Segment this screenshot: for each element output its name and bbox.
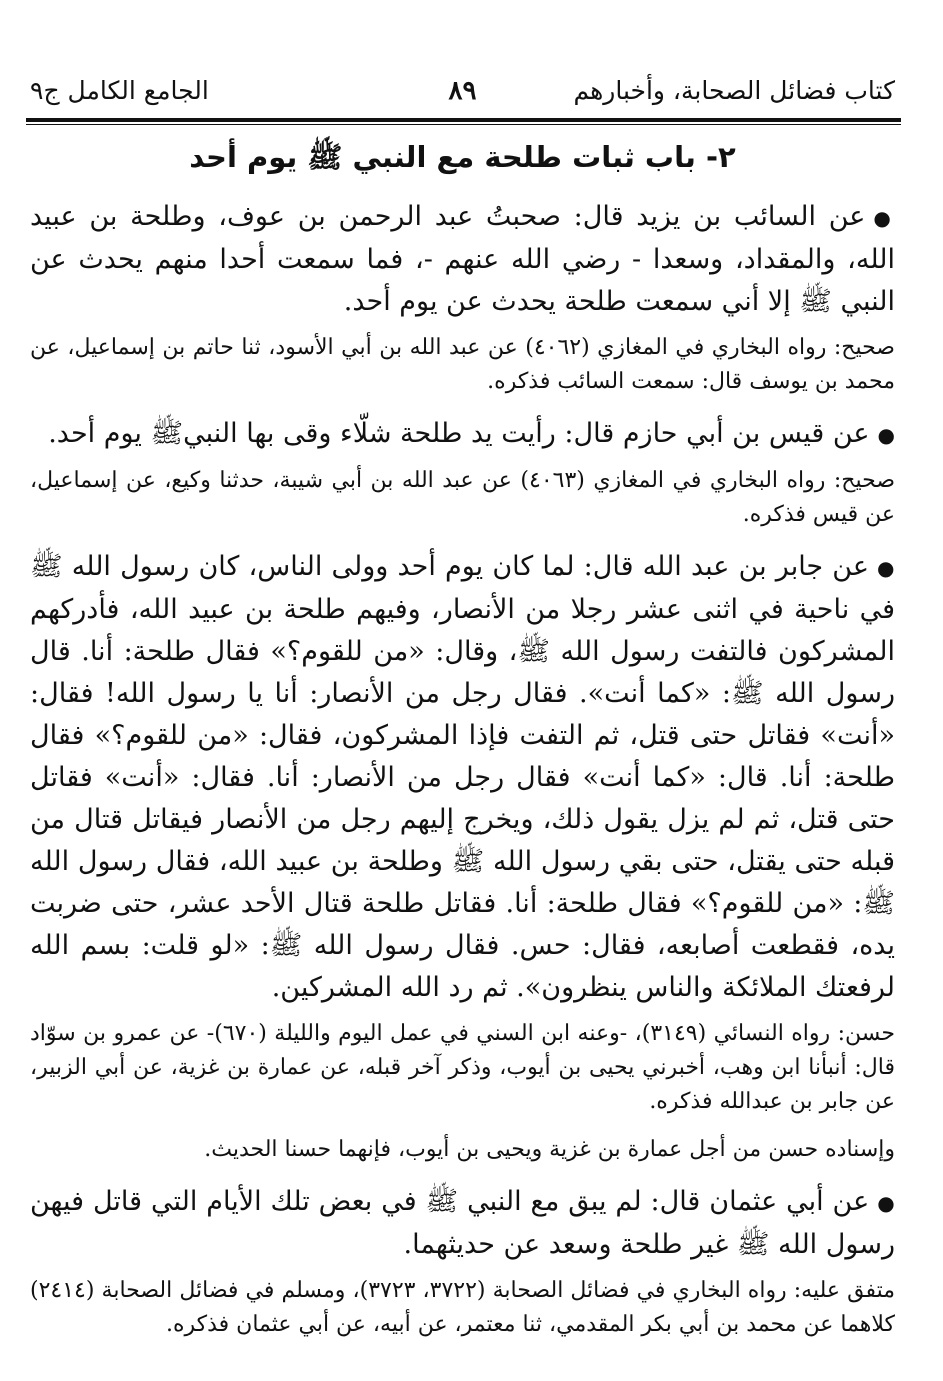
- header-title: كتاب فضائل الصحابة، وأخبارهم: [573, 76, 895, 105]
- bullet-icon: ●: [873, 206, 895, 230]
- bullet-icon: ●: [877, 423, 895, 447]
- hadith-text: ●عن أبي عثمان قال: لم يبق مع النبي ﷺ في بعض تلك الأيام التي قاتل فيهن رسول الله ﷺ غير طلحة وسعد عن حديثهما.: [30, 1186, 896, 1260]
- hadith-text: ●عن جابر بن عبد الله قال: لما كان يوم أحد وولى الناس، كان رسول الله ﷺ في ناحية في اثنى عشر رجلا من الأنصار، وفيهم طلحة بن عبيد الله، فأدركهم المشركون فالتفت رسول الله ﷺ، وقال: «من للقوم؟» فقال طلحة: أنا. قال رسول الله ﷺ: «كما أنت». فقال رجل من الأنصار: أنا يا رسول الله! فقال: «أنت» فقاتل حتى قتل، ثم التفت فإذا المشركون، فقال: «من للقوم؟» فقال طلحة: أنا. قال: «كما أنت» فقال رجل من الأنصار: أنا. فقال: «أنت» فقاتل حتى قتل، ثم لم يزل يقول ذلك، ويخرج إليهم رجل من الأنصار فيقاتل قتال من قبله حتى يقتل، حتى بقي رسول الله ﷺ وطلحة بن عبيد الله، فقال رسول الله ﷺ: «من للقوم؟» فقال طلحة: أنا. فقاتل طلحة قتال الأحد عشر، حتى ضربت يده، فقطعت أصابعه، فقال: حس. فقال رسول الله ﷺ: «لو قلت: بسم الله لرفعتك الملائكة والناس ينظرون». ثم رد الله المشركين.: [30, 551, 896, 1003]
- section-4: [30, 1181, 895, 1342]
- page-body: [30, 140, 895, 1356]
- hadith-text: ●عن قيس بن أبي حازم قال: رأيت يد طلحة شلّاء وقى بها النبيﷺ يوم أحد.: [48, 418, 895, 449]
- isnad-note: وإسناده حسن من أجل عمارة بن غزية ويحيى بن أيوب، فإنهما حسنا الحديث.: [204, 1137, 895, 1162]
- takhrij-note: متفق عليه: رواه البخاري في فضائل الصحابة (٣٧٢٢، ٣٧٢٣)، ومسلم في فضائل الصحابة (٢٤١٤) كلاهما عن محمد بن أبي بكر المقدمي، ثنا معتمر، عن أبيه، عن أبي عثمان فذكره.: [30, 1278, 896, 1337]
- running-header: [30, 70, 895, 110]
- page-number: ٨٩: [448, 76, 477, 106]
- header-rule-thin: [26, 124, 901, 125]
- bullet-icon: ●: [877, 1191, 896, 1215]
- section-1: [30, 196, 895, 399]
- takhrij-note: حسن: رواه النسائي (٣١٤٩)، -وعنه ابن السني في عمل اليوم والليلة (٦٧٠)- عن عمرو بن سوّاد قال: أنبأنا ابن وهب، أخبرني يحيى بن أيوب، وذكر آخر قبله، عن عمارة بن غزية، عن أبي الزبير، عن جابر بن عبدالله فذكره.: [30, 1021, 895, 1114]
- hadith-text: ●عن السائب بن يزيد قال: صحبتُ عبد الرحمن بن عوف، وطلحة بن عبيد الله، والمقداد، وسعدا - رضي الله عنهم -، فما سمعت أحدا منهم يحدث عن النبي ﷺ إلا أني سمعت طلحة يحدث عن يوم أحد.: [30, 201, 895, 317]
- header-book-volume: الجامع الكامل ج٩: [30, 76, 209, 105]
- section-3: [30, 546, 895, 1167]
- bullet-icon: ●: [876, 556, 896, 580]
- takhrij-note: صحيح: رواه البخاري في المغازي (٤٠٦٣) عن عبد الله بن أبي شيبة، حدثنا وكيع، عن إسماعيل، عن قيس فذكره.: [30, 468, 895, 527]
- takhrij-note: صحيح: رواه البخاري في المغازي (٤٠٦٢) عن عبد الله بن أبي الأسود، ثنا حاتم بن إسماعيل، عن محمد بن يوسف قال: سمعت السائب فذكره.: [30, 335, 895, 394]
- section-2: [30, 413, 895, 532]
- header-rule-thick: [26, 118, 901, 122]
- chapter-title: ٢- باب ثبات طلحة مع النبي ﷺ يوم أحد: [189, 140, 736, 174]
